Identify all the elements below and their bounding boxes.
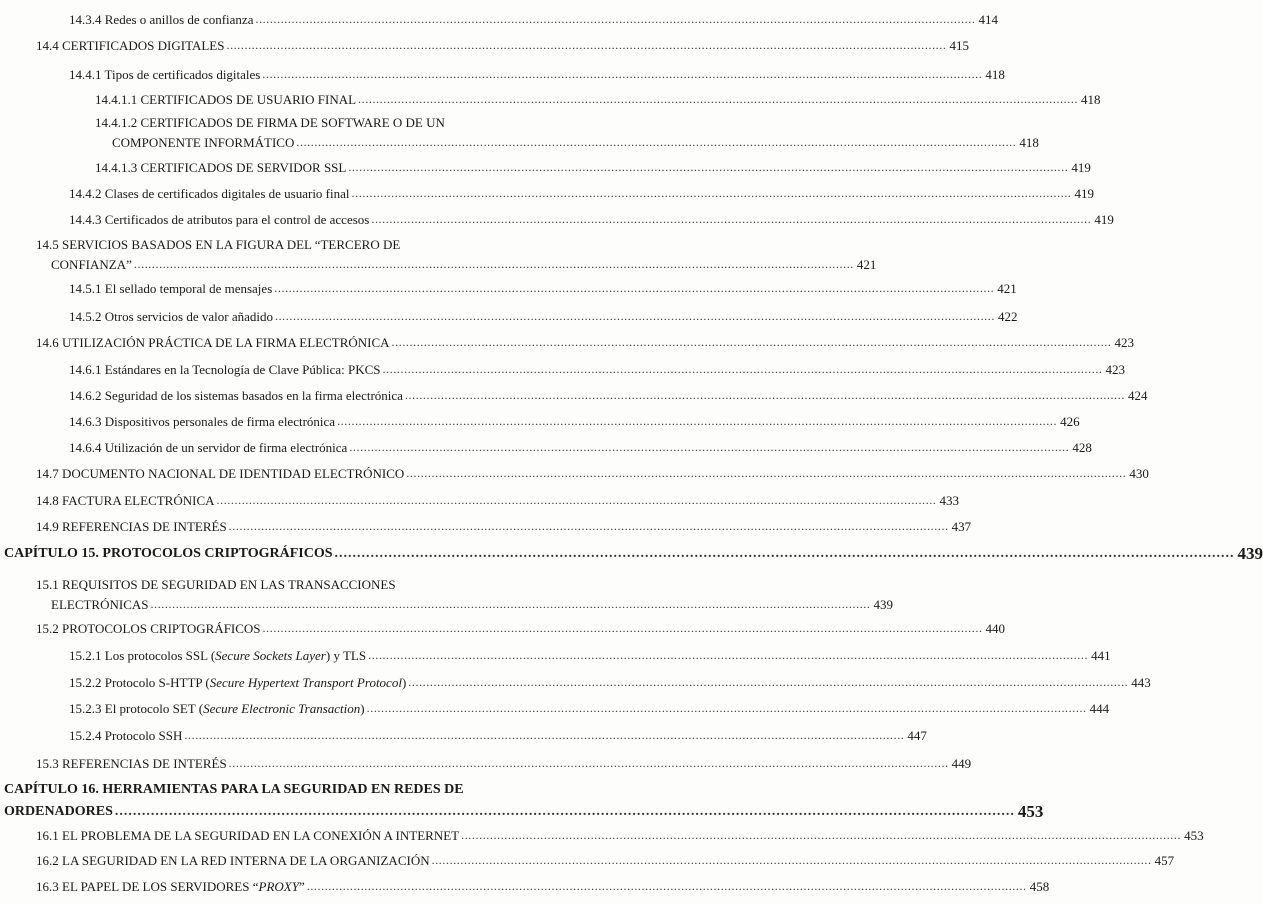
toc-entry-line [95, 115, 445, 130]
toc-entry-line [36, 237, 400, 252]
toc-entry-title [69, 362, 383, 377]
dot-leader: ........................................................................................................................................................................................................ [391, 335, 1112, 349]
toc-entry [69, 728, 927, 743]
dot-leader: ........................................................................................................................................................................................................ [114, 804, 1015, 819]
toc-entry [36, 853, 1175, 868]
dot-leader: ........................................................................................................................................................................................................ [337, 414, 1058, 428]
toc-page-number: 443 [1131, 675, 1151, 690]
dot-leader: ........................................................................................................................................................................................................ [351, 186, 1072, 200]
toc-entry [69, 12, 998, 27]
toc-entry-title: 15.2.3 El protocolo SET (Secure Electronic Transaction) [69, 701, 365, 716]
toc-entry [36, 621, 1006, 636]
toc-entry [69, 309, 1018, 324]
toc-entry [36, 519, 972, 534]
toc-page-number: 453 [1017, 802, 1044, 821]
dot-leader: ........................................................................................................................................................................................................ [296, 135, 1017, 149]
toc-page-number: 423 [1105, 362, 1126, 377]
toc-entry [69, 281, 1017, 296]
toc-entry-title: 15.2.2 Protocolo S-HTTP (Secure Hypertext Transport Protocol) [69, 675, 407, 690]
toc-entry-title-text: 16.3 EL PAPEL DE LOS SERVIDORES “ [36, 879, 259, 894]
toc-entry-title: 15.2.1 Los protocolos SSL (Secure Sockets Layer) y TLS [69, 648, 367, 663]
dot-leader: ........................................................................................................................................................................................................ [408, 675, 1129, 689]
toc-entry-title-text: 15.2 PROTOCOLOS CRIPTOGRÁFICOS [36, 621, 261, 636]
toc-entry-title [36, 828, 461, 843]
toc-page-number: 457 [1154, 853, 1175, 868]
toc-entry [51, 597, 893, 612]
toc-entry-title [69, 212, 371, 227]
toc-entry-title [69, 281, 274, 296]
toc-page-number: 422 [997, 309, 1018, 324]
toc-page-number: 439 [1237, 544, 1263, 563]
toc-page-number: 437 [951, 519, 972, 534]
toc-entry [36, 38, 969, 53]
dot-leader: ........................................................................................................................................................................................................ [228, 519, 949, 533]
toc-entry-title-text: 14.4.2 Clases de certificados digitales de usuario final [69, 186, 350, 201]
toc-entry-title-text: 14.4.1.3 CERTIFICADOS DE SERVIDOR SSL [95, 160, 347, 175]
toc-entry [69, 67, 1005, 82]
dot-leader: ........................................................................................................................................................................................................ [371, 212, 1092, 226]
toc-entry [95, 92, 1101, 107]
toc-entry-title-text: 14.4.1.1 CERTIFICADOS DE USUARIO FINAL [95, 92, 357, 107]
toc-entry [4, 802, 1044, 821]
toc-page-number: 423 [1114, 335, 1135, 350]
toc-entry-title [95, 92, 358, 107]
toc-page-number: 424 [1127, 388, 1148, 403]
toc-entry-title [36, 493, 217, 508]
toc-entry-title [36, 519, 229, 534]
dot-leader: ........................................................................................................................................................................................................ [262, 621, 983, 635]
toc-entry-title-text: 14.4.1 Tipos de certificados digitales [69, 67, 261, 82]
toc-entry-title [69, 728, 184, 743]
toc-entry-title [69, 186, 352, 201]
toc-entry-title-text: 14.6.4 Utilización de un servidor de firma electrónica [69, 440, 348, 455]
toc-page-number: 419 [1094, 212, 1114, 227]
toc-page-number: 415 [949, 38, 969, 53]
toc-entry [36, 828, 1204, 843]
toc-entry-title [69, 67, 262, 82]
toc-entry-title [69, 12, 255, 27]
toc-entry [69, 212, 1114, 227]
toc-page-number: 444 [1089, 701, 1110, 716]
toc-entry [69, 675, 1151, 690]
toc-entry-title [69, 309, 275, 324]
toc-entry-title-suffix: y TLS [333, 648, 367, 663]
toc-entry [69, 186, 1095, 201]
toc-entry-title [36, 335, 392, 350]
toc-entry-title [36, 756, 229, 771]
toc-entry-title-text: 16.1 EL PROBLEMA DE LA SEGURIDAD EN LA CONEXIÓN A INTERNET [36, 828, 460, 843]
toc-entry-title: 14.5 SERVICIOS BASADOS EN LA FIGURA DEL “TERCERO DE [36, 237, 401, 252]
dot-leader: ........................................................................................................................................................................................................ [274, 281, 995, 295]
toc-entry-title [95, 160, 348, 175]
toc-entry-title: 15.1 REQUISITOS DE SEGURIDAD EN LAS TRANSACCIONES [36, 577, 396, 592]
toc-entry [69, 362, 1126, 377]
dot-leader: ........................................................................................................................................................................................................ [150, 597, 871, 611]
toc-page-number: 430 [1129, 466, 1149, 481]
toc-page-number: 414 [978, 12, 998, 27]
toc-entry-title [36, 466, 406, 481]
toc-entry-title [36, 621, 263, 636]
dot-leader: ........................................................................................................................................................................................................ [366, 701, 1087, 715]
toc-entry-title-text: 14.6.1 Estándares en la Tecnología de Clave Pública: PKCS [69, 362, 381, 377]
dot-leader: ........................................................................................................................................................................................................ [431, 853, 1152, 867]
toc-entry-title-text: 14.4 CERTIFICADOS DIGITALES [36, 38, 225, 53]
toc-page-number: 440 [985, 621, 1006, 636]
toc-entry [69, 388, 1148, 403]
toc-entry-title-italic: PROXY [258, 879, 299, 894]
dot-leader: ........................................................................................................................................................................................................ [461, 828, 1182, 842]
toc-entry-title: ORDENADORES [4, 804, 113, 819]
toc-page-number: 433 [939, 493, 960, 508]
toc-entry-line [36, 577, 396, 592]
toc-entry-title [4, 546, 335, 561]
toc-entry [69, 701, 1110, 716]
toc-entry-title-text: 14.6 UTILIZACIÓN PRÁCTICA DE LA FIRMA ELECTRÓNICA [36, 335, 390, 350]
dot-leader: ........................................................................................................................................................................................................ [184, 728, 905, 742]
toc-entry-title-text: 14.3.4 Redes o anillos de confianza [69, 12, 254, 27]
toc-entry-title-text: 14.6.3 Dispositivos personales de firma electrónica [69, 414, 336, 429]
toc-entry-title-text: 15.2.2 Protocolo S-HTTP [69, 675, 203, 690]
toc-page-number: 428 [1072, 440, 1092, 455]
toc-page-number: 458 [1029, 879, 1050, 894]
toc-entry [36, 879, 1050, 894]
toc-entry-title-text: CAPÍTULO 15. PROTOCOLOS CRIPTOGRÁFICOS [4, 546, 333, 561]
toc-entry-title [36, 879, 307, 894]
toc-entry-title-text: 15.2.1 Los protocolos SSL [69, 648, 208, 663]
toc-page-number: 418 [985, 67, 1005, 82]
toc-entry-title-text: 15.3 REFERENCIAS DE INTERÉS [36, 756, 227, 771]
toc-page-number: 449 [951, 756, 972, 771]
toc-page-number: 453 [1184, 828, 1204, 843]
toc-entry-title-text: 14.5.1 El sellado temporal de mensajes [69, 281, 273, 296]
toc-entry-title-italic: Secure Sockets Layer [215, 648, 326, 663]
dot-leader: ........................................................................................................................................................................................................ [306, 879, 1027, 893]
dot-leader: ........................................................................................................................................................................................................ [133, 257, 854, 271]
toc-entry-title-text: 14.6.2 Seguridad de los sistemas basados en la firma electrónica [69, 388, 403, 403]
dot-leader: ........................................................................................................................................................................................................ [404, 388, 1125, 402]
toc-entry-title-text: 15.2.3 El protocolo SET [69, 701, 196, 716]
toc-entry-title-text: 14.5.2 Otros servicios de valor añadido [69, 309, 273, 324]
toc-page-number: 421 [997, 281, 1017, 296]
toc-entry-line [4, 782, 464, 797]
dot-leader: ........................................................................................................................................................................................................ [334, 546, 1235, 561]
toc-entry-title-text: 14.9 REFERENCIAS DE INTERÉS [36, 519, 227, 534]
toc-entry-title-suffix: ” [298, 879, 305, 894]
dot-leader: ........................................................................................................................................................................................................ [406, 466, 1127, 480]
toc-entry-title-text: 14.7 DOCUMENTO NACIONAL DE IDENTIDAD ELECTRÓNICO [36, 466, 405, 481]
toc-entry-title [36, 853, 432, 868]
toc-entry-title [69, 414, 337, 429]
toc-entry-title: 14.4.1.2 CERTIFICADOS DE FIRMA DE SOFTWARE O DE UN [95, 115, 445, 130]
dot-leader: ........................................................................................................................................................................................................ [358, 92, 1079, 106]
toc-page-number: 418 [1019, 135, 1039, 150]
toc-entry [36, 466, 1149, 481]
toc-page-number: 439 [873, 597, 893, 612]
toc-entry [112, 135, 1039, 150]
dot-leader: ........................................................................................................................................................................................................ [255, 12, 976, 26]
toc-entry [95, 160, 1091, 175]
toc-entry [36, 493, 960, 508]
toc-entry [69, 440, 1092, 455]
toc-entry-title-italic: Secure Electronic Transaction [203, 701, 361, 716]
toc-page-number: 426 [1060, 414, 1080, 429]
toc-entry-title: ELECTRÓNICAS [51, 597, 149, 612]
dot-leader: ........................................................................................................................................................................................................ [274, 309, 995, 323]
toc-entry [51, 257, 877, 272]
toc-entry-title-italic: Secure Hypertext Transport Protocol [209, 675, 402, 690]
dot-leader: ........................................................................................................................................................................................................ [226, 38, 947, 52]
dot-leader: ........................................................................................................................................................................................................ [382, 362, 1103, 376]
toc-entry-title-text: 14.8 FACTURA ELECTRÓNICA [36, 493, 215, 508]
toc-page-number: 441 [1091, 648, 1111, 663]
toc-entry-title-text: 15.2.4 Protocolo SSH [69, 728, 183, 743]
toc-entry-title-text: 16.2 LA SEGURIDAD EN LA RED INTERNA DE LA ORGANIZACIÓN [36, 853, 430, 868]
dot-leader: ........................................................................................................................................................................................................ [349, 440, 1070, 454]
toc-page-number: 419 [1074, 186, 1095, 201]
toc-entry-title-text: 14.4.3 Certificados de atributos para el control de accesos [69, 212, 370, 227]
toc-entry-title [36, 38, 226, 53]
dot-leader: ........................................................................................................................................................................................................ [368, 648, 1089, 662]
toc-entry-title: CONFIANZA” [51, 257, 132, 272]
toc-entry [4, 544, 1263, 563]
toc-entry-title [69, 440, 349, 455]
toc-entry [69, 648, 1111, 663]
toc-entry [36, 335, 1135, 350]
toc-entry [69, 414, 1080, 429]
toc-entry-title: COMPONENTE INFORMÁTICO [112, 135, 295, 150]
dot-leader: ........................................................................................................................................................................................................ [348, 160, 1069, 174]
dot-leader: ........................................................................................................................................................................................................ [216, 493, 937, 507]
dot-leader: ........................................................................................................................................................................................................ [228, 756, 949, 770]
dot-leader: ........................................................................................................................................................................................................ [262, 67, 983, 81]
toc-entry-title: CAPÍTULO 16. HERRAMIENTAS PARA LA SEGURIDAD EN REDES DE [4, 782, 464, 797]
toc-entry-title [69, 388, 405, 403]
toc-page-number: 447 [907, 728, 927, 743]
toc-entry [36, 756, 972, 771]
toc-page-number: 418 [1081, 92, 1101, 107]
toc-page-number: 419 [1071, 160, 1091, 175]
toc-page-number: 421 [856, 257, 877, 272]
